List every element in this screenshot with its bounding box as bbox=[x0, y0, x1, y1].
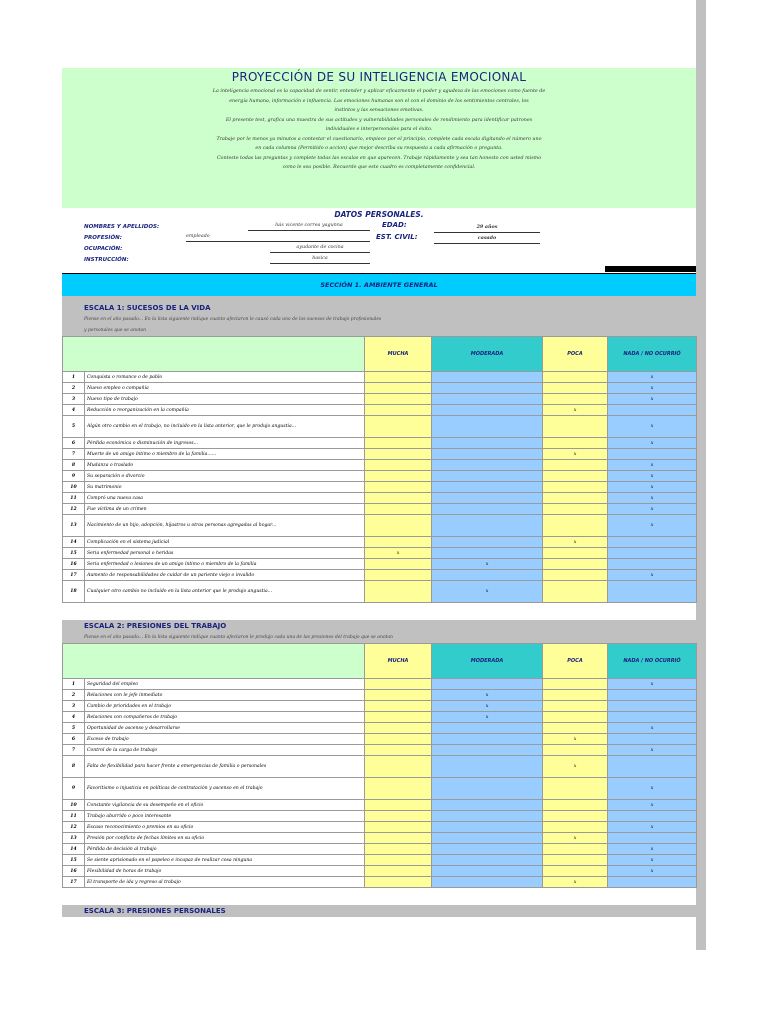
answer-cell-moderada[interactable] bbox=[432, 449, 543, 460]
answer-cell-nada[interactable]: x bbox=[608, 800, 697, 811]
instruction-line: Piense en el año pasado... En la lista siguiente indique cuanto afectaron le produjo cada una de las presiones del trabajo que se anotan bbox=[84, 635, 393, 640]
row-number: 7 bbox=[63, 449, 85, 460]
answer-cell-poca[interactable] bbox=[543, 460, 608, 471]
answer-cell-nada[interactable] bbox=[608, 581, 697, 603]
row-number: 15 bbox=[63, 548, 85, 559]
answer-cell-mucha[interactable] bbox=[365, 745, 432, 756]
answer-cell-moderada[interactable] bbox=[432, 745, 543, 756]
answer-cell-moderada[interactable] bbox=[432, 438, 543, 449]
answer-cell-nada[interactable] bbox=[608, 537, 697, 548]
table-row bbox=[63, 405, 697, 416]
answer-cell-mucha[interactable] bbox=[365, 734, 432, 745]
answer-cell-mucha[interactable] bbox=[365, 833, 432, 844]
answer-cell-moderada[interactable] bbox=[432, 416, 543, 438]
answer-cell-poca[interactable] bbox=[543, 515, 608, 537]
answer-cell-moderada[interactable] bbox=[432, 570, 543, 581]
answer-cell-mucha[interactable] bbox=[365, 855, 432, 866]
row-number: 3 bbox=[63, 394, 85, 405]
answer-cell-nada[interactable] bbox=[608, 877, 697, 888]
row-question: Nacimiento de un hijo, adopción, hijastros u otras personas agregadas al hogar... bbox=[85, 515, 365, 537]
answer-cell-mucha[interactable] bbox=[365, 712, 432, 723]
row-question: Reducción o reorganización en la compañía bbox=[85, 405, 365, 416]
intro-line: energía humana, información e influencia. Las emociones humanas son el con el dominio de los sentimientos centrales, los bbox=[229, 98, 529, 104]
col-nada: NADA / NO OCURRIÓ bbox=[608, 337, 697, 372]
answer-cell-nada[interactable]: x bbox=[608, 778, 697, 800]
row-question: Su separación o divorcio bbox=[85, 471, 365, 482]
row-question: Escaso reconocimiento o premios en su oficio bbox=[85, 822, 365, 833]
table-row bbox=[63, 756, 697, 778]
answer-cell-nada[interactable]: x bbox=[608, 383, 697, 394]
col-mucha: MUCHA bbox=[365, 337, 432, 372]
table-row bbox=[63, 833, 697, 844]
table-row bbox=[63, 372, 697, 383]
answer-cell-poca[interactable] bbox=[543, 482, 608, 493]
row-question: Se siente aprisionado en el papeleo e incapaz de realizar cosa ninguna bbox=[85, 855, 365, 866]
row-number: 2 bbox=[63, 383, 85, 394]
answer-cell-moderada[interactable] bbox=[432, 471, 543, 482]
answer-cell-mucha[interactable] bbox=[365, 570, 432, 581]
answer-cell-mucha[interactable] bbox=[365, 866, 432, 877]
row-number: 17 bbox=[63, 570, 85, 581]
answer-cell-moderada[interactable] bbox=[432, 877, 543, 888]
answer-cell-mucha[interactable] bbox=[365, 383, 432, 394]
escala-2-instructions bbox=[62, 632, 696, 643]
intro-line: en cada columna (Permitido o accion) que mejor describa su respuesta a cada afirmación o pregunta. bbox=[255, 146, 503, 151]
intro-line: como le sea posible. Recuerde que este cuadro es completamente confidencial. bbox=[282, 165, 476, 170]
answer-cell-poca[interactable] bbox=[543, 581, 608, 603]
instruccion-field[interactable]: basica bbox=[270, 254, 370, 264]
intro-line: individuales e interpersonales para el éxito. bbox=[325, 127, 433, 132]
row-question: Relaciones con le jefe inmediato bbox=[85, 690, 365, 701]
answer-cell-mucha[interactable] bbox=[365, 701, 432, 712]
answer-cell-moderada[interactable] bbox=[432, 679, 543, 690]
answer-cell-nada[interactable]: x bbox=[608, 679, 697, 690]
answer-cell-moderada[interactable] bbox=[432, 756, 543, 778]
table-row bbox=[63, 504, 697, 515]
answer-cell-moderada[interactable] bbox=[432, 493, 543, 504]
answer-cell-mucha[interactable] bbox=[365, 416, 432, 438]
spacer bbox=[62, 888, 696, 905]
answer-cell-nada[interactable]: x bbox=[608, 844, 697, 855]
nombres-field[interactable]: luis vicente correa yagunna bbox=[248, 221, 370, 231]
answer-cell-mucha[interactable] bbox=[365, 581, 432, 603]
answer-cell-moderada[interactable]: x bbox=[432, 581, 543, 603]
row-question: Seria enfermedad personal o heridas bbox=[85, 548, 365, 559]
nombres-label: NOMBRES Y APELLIDOS: bbox=[84, 224, 160, 230]
answer-cell-nada[interactable] bbox=[608, 734, 697, 745]
table-row bbox=[63, 537, 697, 548]
row-question: Muerte de un amigo íntimo o miembro de la familia...... bbox=[85, 449, 365, 460]
answer-cell-nada[interactable]: x bbox=[608, 515, 697, 537]
black-marker-bar bbox=[605, 266, 696, 272]
answer-cell-poca[interactable] bbox=[543, 493, 608, 504]
row-number: 2 bbox=[63, 690, 85, 701]
answer-cell-moderada[interactable] bbox=[432, 866, 543, 877]
table-row bbox=[63, 471, 697, 482]
row-question: Pérdida de decisión al trabajo bbox=[85, 844, 365, 855]
row-question: Nuevo empleo o compañía bbox=[85, 383, 365, 394]
answer-cell-poca[interactable] bbox=[543, 548, 608, 559]
row-number: 6 bbox=[63, 734, 85, 745]
answer-cell-mucha[interactable] bbox=[365, 515, 432, 537]
escala-2-table bbox=[62, 643, 697, 888]
col-mucha: MUCHA bbox=[365, 644, 432, 679]
answer-cell-poca[interactable] bbox=[543, 778, 608, 800]
table-row bbox=[63, 383, 697, 394]
row-number: 13 bbox=[63, 515, 85, 537]
table-row bbox=[63, 866, 697, 877]
table-row bbox=[63, 778, 697, 800]
table-row bbox=[63, 690, 697, 701]
answer-cell-poca[interactable] bbox=[543, 504, 608, 515]
row-number: 13 bbox=[63, 833, 85, 844]
answer-cell-nada[interactable]: x bbox=[608, 822, 697, 833]
row-question: Algún otro cambio en el trabajo, no incluido en la lista anterior, que le produjo angustia... bbox=[85, 416, 365, 438]
row-question: Trabajo aburrido o poco interesante bbox=[85, 811, 365, 822]
table-row bbox=[63, 394, 697, 405]
instruccion-label: INSTRUCCIÓN: bbox=[84, 257, 129, 263]
header-panel bbox=[62, 68, 696, 208]
row-number: 7 bbox=[63, 745, 85, 756]
answer-cell-moderada[interactable]: x bbox=[432, 559, 543, 570]
answer-cell-poca[interactable] bbox=[543, 372, 608, 383]
answer-cell-poca[interactable]: x bbox=[543, 756, 608, 778]
answer-cell-moderada[interactable] bbox=[432, 460, 543, 471]
answer-cell-poca[interactable] bbox=[543, 570, 608, 581]
answer-cell-mucha[interactable] bbox=[365, 449, 432, 460]
answer-cell-mucha[interactable] bbox=[365, 438, 432, 449]
answer-cell-poca[interactable] bbox=[543, 394, 608, 405]
answer-cell-mucha[interactable] bbox=[365, 559, 432, 570]
answer-cell-poca[interactable]: x bbox=[543, 833, 608, 844]
row-number: 4 bbox=[63, 712, 85, 723]
row-number: 11 bbox=[63, 493, 85, 504]
row-number: 16 bbox=[63, 559, 85, 570]
answer-cell-poca[interactable] bbox=[543, 745, 608, 756]
row-question: Conquista o romance o de pablo bbox=[85, 372, 365, 383]
row-question: Fue víctima de un crimen bbox=[85, 504, 365, 515]
row-question: Mudanza o traslado bbox=[85, 460, 365, 471]
table-row bbox=[63, 548, 697, 559]
answer-cell-nada[interactable] bbox=[608, 701, 697, 712]
escala-1-instructions bbox=[62, 314, 696, 336]
instruction-line: y personales que se anotan bbox=[84, 328, 147, 333]
row-number: 4 bbox=[63, 405, 85, 416]
answer-cell-poca[interactable] bbox=[543, 679, 608, 690]
row-question: Pérdida económica o disminución de ingresos... bbox=[85, 438, 365, 449]
ocupacion-label: OCUPACIÓN: bbox=[84, 246, 123, 252]
edad-field[interactable]: 29 años bbox=[434, 223, 540, 233]
table-row bbox=[63, 515, 697, 537]
table-row bbox=[63, 438, 697, 449]
row-question: Falta de flexibilidad para hacer frente a emergencias de familia o personales bbox=[85, 756, 365, 778]
spacer bbox=[62, 603, 696, 620]
row-question: Cualquier otro cambio no incluido en la lista anterior que le produjo angustia... bbox=[85, 581, 365, 603]
answer-cell-nada[interactable]: x bbox=[608, 866, 697, 877]
answer-cell-nada[interactable] bbox=[608, 449, 697, 460]
answer-cell-poca[interactable]: x bbox=[543, 449, 608, 460]
answer-cell-nada[interactable]: x bbox=[608, 570, 697, 581]
row-question: Aumento de responsabilidades de cuidar de un pariente viejo o invalido bbox=[85, 570, 365, 581]
answer-cell-poca[interactable]: x bbox=[543, 405, 608, 416]
answer-cell-mucha[interactable] bbox=[365, 405, 432, 416]
row-number: 14 bbox=[63, 537, 85, 548]
row-number: 1 bbox=[63, 372, 85, 383]
row-question: Control de la carga de trabajo bbox=[85, 745, 365, 756]
answer-cell-nada[interactable]: x bbox=[608, 482, 697, 493]
answer-cell-moderada[interactable] bbox=[432, 405, 543, 416]
answer-cell-nada[interactable]: x bbox=[608, 372, 697, 383]
answer-cell-poca[interactable] bbox=[543, 383, 608, 394]
page-title: PROYECCIÓN DE SU INTELIGENCIA EMOCIONAL bbox=[231, 70, 527, 84]
table-row bbox=[63, 449, 697, 460]
answer-cell-mucha[interactable] bbox=[365, 537, 432, 548]
row-question: Presión por conflicto de fechas límites en su oficio bbox=[85, 833, 365, 844]
table-row bbox=[63, 844, 697, 855]
answer-cell-poca[interactable] bbox=[543, 811, 608, 822]
answer-cell-nada[interactable] bbox=[608, 405, 697, 416]
answer-cell-moderada[interactable] bbox=[432, 833, 543, 844]
escala-2-title: ESCALA 2: PRESIONES DEL TRABAJO bbox=[62, 620, 696, 632]
row-number: 6 bbox=[63, 438, 85, 449]
answer-cell-mucha[interactable] bbox=[365, 800, 432, 811]
answer-cell-moderada[interactable] bbox=[432, 855, 543, 866]
table-row bbox=[63, 811, 697, 822]
row-question: Cambio de prioridades en el trabajo bbox=[85, 701, 365, 712]
answer-cell-mucha[interactable] bbox=[365, 504, 432, 515]
questionnaire-sheet bbox=[62, 68, 696, 917]
answer-cell-poca[interactable]: x bbox=[543, 537, 608, 548]
row-number: 18 bbox=[63, 581, 85, 603]
table-row bbox=[63, 712, 697, 723]
row-question: Oportunidad de ascenso y desarrollarse bbox=[85, 723, 365, 734]
ocupacion-field[interactable]: ayudante de cocina bbox=[270, 243, 370, 253]
row-number: 5 bbox=[63, 416, 85, 438]
row-question: Favoritismo o injusticia en políticas de contratación y ascenso en el trabajo bbox=[85, 778, 365, 800]
answer-cell-poca[interactable] bbox=[543, 723, 608, 734]
answer-cell-mucha[interactable] bbox=[365, 394, 432, 405]
section-1-title: SECCIÓN 1. AMBIENTE GENERAL bbox=[62, 273, 696, 296]
table-row bbox=[63, 570, 697, 581]
answer-cell-moderada[interactable] bbox=[432, 778, 543, 800]
row-number: 1 bbox=[63, 679, 85, 690]
answer-cell-poca[interactable] bbox=[543, 416, 608, 438]
answer-cell-moderada[interactable] bbox=[432, 394, 543, 405]
intro-line: instintos y las sensaciones emotivas. bbox=[334, 108, 424, 113]
row-question: Exceso de trabajo bbox=[85, 734, 365, 745]
answer-cell-mucha[interactable] bbox=[365, 811, 432, 822]
intro-line: Trabaje por le menos ya minutos a contestar el cuestionario, empiece por el principio, complete cada escala digitando el número uno bbox=[216, 136, 542, 142]
answer-cell-moderada[interactable] bbox=[432, 537, 543, 548]
intro-text bbox=[62, 84, 696, 173]
answer-cell-moderada[interactable] bbox=[432, 504, 543, 515]
answer-cell-mucha[interactable] bbox=[365, 690, 432, 701]
answer-cell-poca[interactable] bbox=[543, 690, 608, 701]
answer-cell-poca[interactable] bbox=[543, 712, 608, 723]
answer-cell-poca[interactable] bbox=[543, 866, 608, 877]
answer-cell-poca[interactable] bbox=[543, 855, 608, 866]
answer-cell-mucha[interactable] bbox=[365, 844, 432, 855]
answer-cell-mucha[interactable] bbox=[365, 493, 432, 504]
row-question: Flexibilidad de horas de trabajo bbox=[85, 866, 365, 877]
col-poca: POCA bbox=[543, 337, 608, 372]
table-row bbox=[63, 822, 697, 833]
answer-cell-mucha[interactable] bbox=[365, 778, 432, 800]
table-row bbox=[63, 493, 697, 504]
answer-cell-nada[interactable] bbox=[608, 811, 697, 822]
row-number: 9 bbox=[63, 778, 85, 800]
answer-cell-poca[interactable]: x bbox=[543, 734, 608, 745]
escala-1-table bbox=[62, 336, 697, 603]
col-moderada: MODERADA bbox=[432, 337, 543, 372]
answer-cell-poca[interactable] bbox=[543, 438, 608, 449]
answer-cell-nada[interactable] bbox=[608, 690, 697, 701]
intro-line: La inteligencia emocional es la capacidad de sentir, entender y aplicar eficazmente el poder y agudeza de las emociones como fuente de bbox=[212, 89, 546, 94]
row-number: 14 bbox=[63, 844, 85, 855]
answer-cell-nada[interactable]: x bbox=[608, 745, 697, 756]
answer-cell-mucha[interactable] bbox=[365, 471, 432, 482]
answer-cell-nada[interactable]: x bbox=[608, 460, 697, 471]
table-row bbox=[63, 482, 697, 493]
row-number: 12 bbox=[63, 822, 85, 833]
estcivil-field[interactable]: casado bbox=[434, 234, 540, 244]
answer-cell-poca[interactable] bbox=[543, 471, 608, 482]
table-row bbox=[63, 701, 697, 712]
row-number: 17 bbox=[63, 877, 85, 888]
table-row bbox=[63, 460, 697, 471]
row-number: 8 bbox=[63, 460, 85, 471]
answer-cell-mucha[interactable] bbox=[365, 877, 432, 888]
answer-cell-moderada[interactable]: x bbox=[432, 701, 543, 712]
answer-cell-nada[interactable] bbox=[608, 833, 697, 844]
answer-cell-poca[interactable] bbox=[543, 701, 608, 712]
table-row bbox=[63, 416, 697, 438]
row-number: 12 bbox=[63, 504, 85, 515]
row-question: Nuevo tipo de trabajo bbox=[85, 394, 365, 405]
table-row bbox=[63, 745, 697, 756]
answer-cell-mucha[interactable]: x bbox=[365, 548, 432, 559]
answer-cell-mucha[interactable] bbox=[365, 460, 432, 471]
answer-cell-moderada[interactable] bbox=[432, 723, 543, 734]
row-number: 3 bbox=[63, 701, 85, 712]
answer-cell-nada[interactable]: x bbox=[608, 416, 697, 438]
answer-cell-moderada[interactable] bbox=[432, 548, 543, 559]
table-row bbox=[63, 679, 697, 690]
personal-data-title: DATOS PERSONALES. bbox=[334, 210, 424, 219]
answer-cell-nada[interactable] bbox=[608, 756, 697, 778]
header-blank bbox=[63, 644, 365, 679]
answer-cell-moderada[interactable]: x bbox=[432, 712, 543, 723]
escala-1-rows bbox=[63, 372, 697, 603]
answer-cell-moderada[interactable] bbox=[432, 372, 543, 383]
answer-cell-moderada[interactable] bbox=[432, 844, 543, 855]
table-row bbox=[63, 800, 697, 811]
answer-cell-nada[interactable]: x bbox=[608, 438, 697, 449]
row-question: Constante vigilancia de su desempeño en el oficio bbox=[85, 800, 365, 811]
answer-cell-poca[interactable] bbox=[543, 800, 608, 811]
estcivil-label: EST. CIVIL: bbox=[376, 233, 418, 241]
answer-cell-poca[interactable]: x bbox=[543, 877, 608, 888]
profesion-field[interactable]: empleado bbox=[186, 232, 370, 242]
answer-cell-nada[interactable] bbox=[608, 712, 697, 723]
answer-cell-moderada[interactable] bbox=[432, 482, 543, 493]
row-question: Complicación en el sistema judicial bbox=[85, 537, 365, 548]
row-question: El transporte de ida y regreso al trabajo bbox=[85, 877, 365, 888]
answer-cell-mucha[interactable] bbox=[365, 679, 432, 690]
table-row bbox=[63, 581, 697, 603]
answer-cell-mucha[interactable] bbox=[365, 482, 432, 493]
answer-cell-nada[interactable] bbox=[608, 548, 697, 559]
personal-data-block bbox=[62, 208, 696, 273]
sheet-right-border bbox=[696, 0, 706, 950]
edad-label: EDAD: bbox=[382, 221, 407, 229]
answer-cell-moderada[interactable] bbox=[432, 734, 543, 745]
answer-cell-moderada[interactable] bbox=[432, 515, 543, 537]
instruction-line: Piense en el año pasado... En la lista siguiente indique cuanto afectaron le causó cada uno de los sucesos de trabajo profesionales bbox=[84, 317, 382, 322]
row-number: 9 bbox=[63, 471, 85, 482]
answer-cell-mucha[interactable] bbox=[365, 822, 432, 833]
answer-cell-moderada[interactable] bbox=[432, 822, 543, 833]
row-number: 5 bbox=[63, 723, 85, 734]
col-moderada: MODERADA bbox=[432, 644, 543, 679]
row-question: Su matrimonio bbox=[85, 482, 365, 493]
table-row bbox=[63, 734, 697, 745]
answer-cell-nada[interactable]: x bbox=[608, 855, 697, 866]
table-row bbox=[63, 723, 697, 734]
col-poca: POCA bbox=[543, 644, 608, 679]
table-row bbox=[63, 855, 697, 866]
profesion-label: PROFESIÓN: bbox=[84, 235, 122, 241]
answer-cell-nada[interactable]: x bbox=[608, 394, 697, 405]
col-nada: NADA / NO OCURRIÓ bbox=[608, 644, 697, 679]
row-question: Compró una nueva casa bbox=[85, 493, 365, 504]
answer-cell-mucha[interactable] bbox=[365, 372, 432, 383]
escala-1-title: ESCALA 1: SUCESOS DE LA VIDA bbox=[62, 302, 696, 314]
row-number: 10 bbox=[63, 800, 85, 811]
row-question: Relaciones con compañeros de trabajo bbox=[85, 712, 365, 723]
row-question: Seguridad del empleo bbox=[85, 679, 365, 690]
answer-cell-nada[interactable]: x bbox=[608, 504, 697, 515]
answer-cell-moderada[interactable] bbox=[432, 811, 543, 822]
escala-2-rows bbox=[63, 679, 697, 888]
intro-line: El presente test, grafica una muestra de sus actitudes y vulnerabilidades personales de rendimiento para identificar patrones bbox=[225, 117, 533, 123]
answer-cell-moderada[interactable] bbox=[432, 383, 543, 394]
answer-cell-mucha[interactable] bbox=[365, 756, 432, 778]
answer-cell-poca[interactable] bbox=[543, 844, 608, 855]
table-row bbox=[63, 559, 697, 570]
answer-cell-moderada[interactable] bbox=[432, 800, 543, 811]
answer-cell-moderada[interactable]: x bbox=[432, 690, 543, 701]
escala-3-title: ESCALA 3: PRESIONES PERSONALES bbox=[62, 905, 696, 917]
row-number: 10 bbox=[63, 482, 85, 493]
answer-cell-nada[interactable] bbox=[608, 559, 697, 570]
row-number: 16 bbox=[63, 866, 85, 877]
answer-cell-nada[interactable]: x bbox=[608, 471, 697, 482]
row-number: 15 bbox=[63, 855, 85, 866]
answer-cell-nada[interactable]: x bbox=[608, 723, 697, 734]
answer-cell-poca[interactable] bbox=[543, 559, 608, 570]
row-question: Seria enfermedad o lesiones de un amigo íntimo o miembro de la familia bbox=[85, 559, 365, 570]
header-blank bbox=[63, 337, 365, 372]
answer-cell-mucha[interactable] bbox=[365, 723, 432, 734]
answer-cell-nada[interactable]: x bbox=[608, 493, 697, 504]
table-row bbox=[63, 877, 697, 888]
row-number: 11 bbox=[63, 811, 85, 822]
row-number: 8 bbox=[63, 756, 85, 778]
intro-line: Conteste todas las preguntas y complete todas las escalas en que aparecen. Trabaje rápidamente y sea tan honesto con usted mismo bbox=[216, 155, 542, 161]
answer-cell-poca[interactable] bbox=[543, 822, 608, 833]
